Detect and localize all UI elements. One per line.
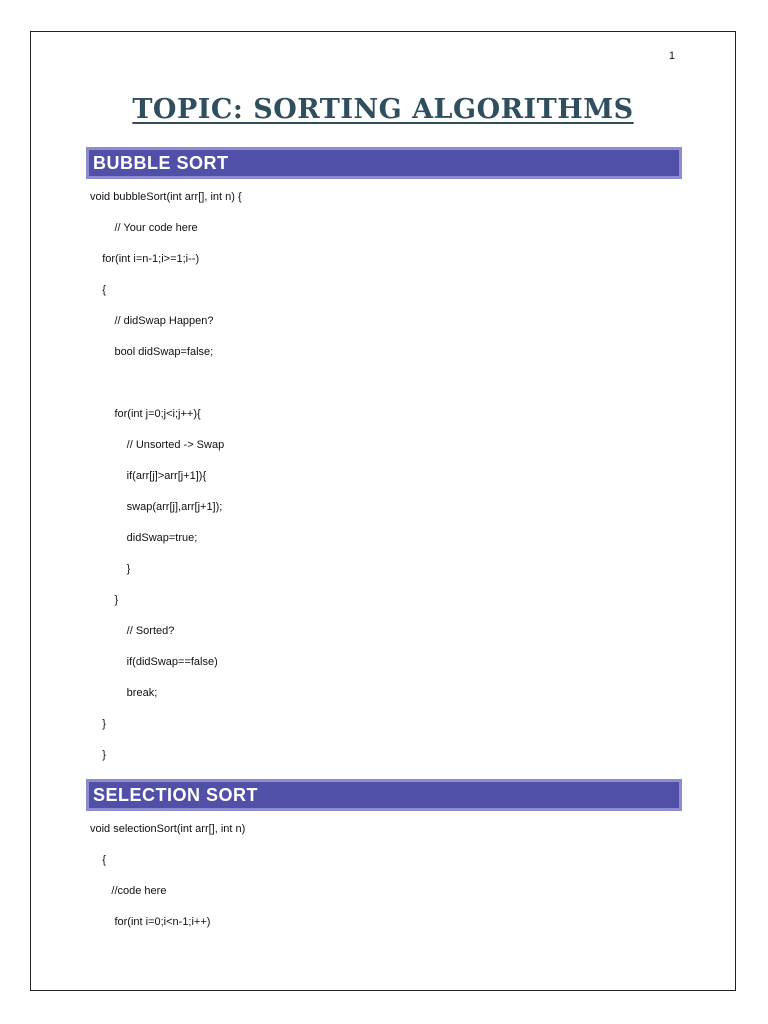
code-line: void bubbleSort(int arr[], int n) { [90,191,242,203]
code-line: for(int j=0;j<i;j++){ [90,408,201,420]
code-line: didSwap=true; [90,532,198,544]
code-line: // Unsorted -> Swap [90,439,225,451]
code-line: } [90,718,106,730]
code-line: } [90,749,106,761]
code-line: if(arr[j]>arr[j+1]){ [90,470,207,482]
code-line: void selectionSort(int arr[], int n) [90,823,246,835]
document-page [30,31,736,991]
selection-sort-code-block [90,822,245,946]
code-line: // Your code here [90,222,198,234]
bubble-sort-code-block [90,190,242,779]
section-heading-bubble-sort: BUBBLE SORT [86,147,682,179]
code-line: bool didSwap=false; [90,346,214,358]
code-line: if(didSwap==false) [90,656,218,668]
code-line: } [90,563,131,575]
section-heading-selection-sort: SELECTION SORT [86,779,682,811]
code-line: { [90,854,106,866]
document-title [31,94,735,125]
code-line [90,376,242,407]
code-line: { [90,284,106,296]
code-line: // Sorted? [90,625,175,637]
code-line: for(int i=n-1;i>=1;i--) [90,253,200,265]
code-line: } [90,594,119,606]
page-number: 1 [668,50,675,62]
document-title-text: TOPIC: SORTING ALGORITHMS [132,94,634,125]
code-line: for(int i=0;i<n-1;i++) [90,916,211,928]
code-line: swap(arr[j],arr[j+1]); [90,501,223,513]
code-line: //code here [90,885,167,897]
code-line: // didSwap Happen? [90,315,214,327]
code-line: break; [90,687,158,699]
